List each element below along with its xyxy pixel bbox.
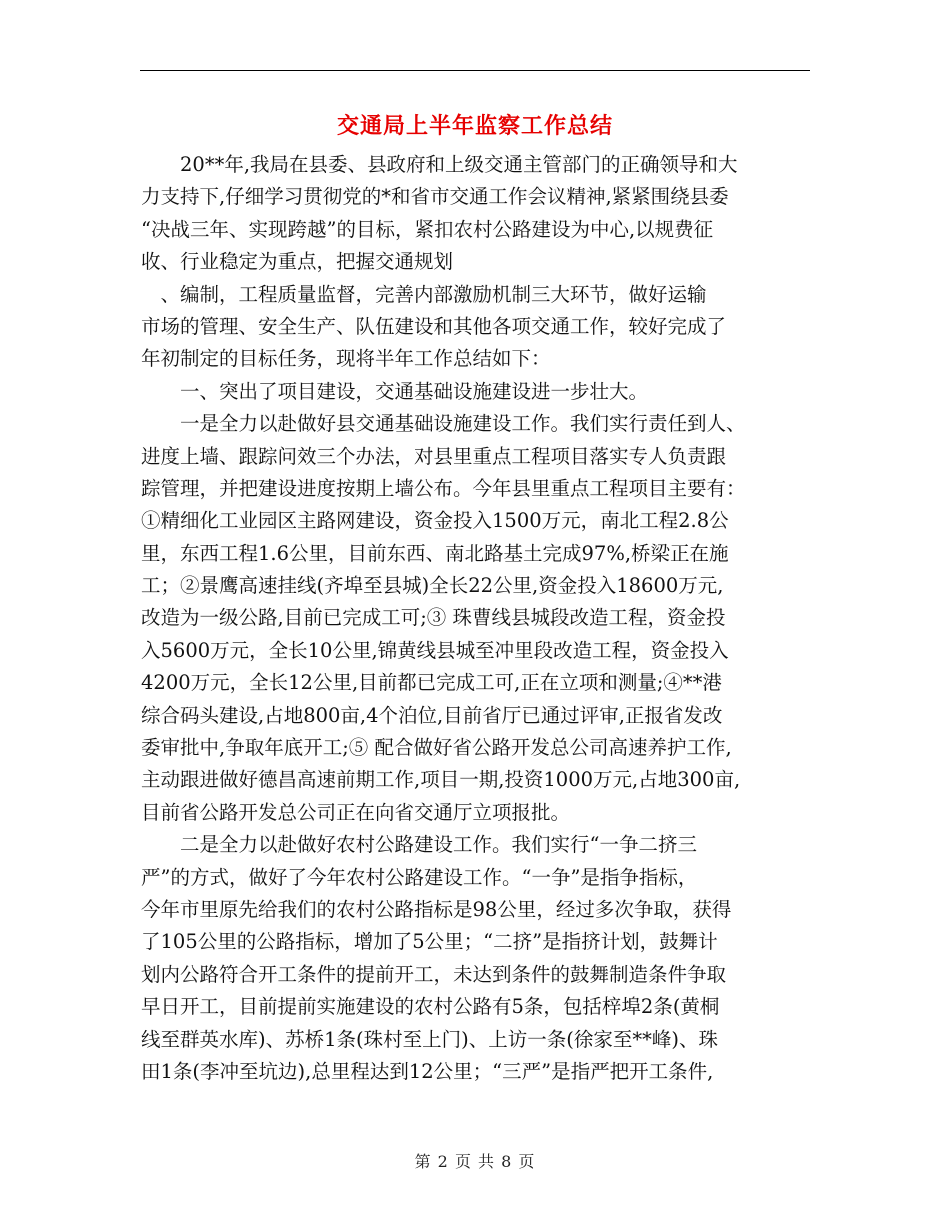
- text-line: 严”的方式，做好了今年农村公路建设工作。“一争”是指争指标，: [141, 865, 698, 889]
- text-line: 20**年,我局在县委、县政府和上级交通主管部门的正确领导和大: [141, 153, 738, 176]
- text-line: 踪管理，并把建设进度按期上墙公布。今年县里重点工程项目主要有：: [141, 476, 746, 500]
- text-line: 改造为一级公路,目前已完成工可;③ 珠曹线县城段改造工程，资金投: [141, 606, 726, 630]
- text-line: 委审批中,争取年底开工;⑤ 配合做好省公路开发总公司高速养护工作,: [141, 736, 732, 760]
- text-line: 田1条(李冲至坑边),总里程达到12公里；“三严”是指严把开工条件,: [141, 1059, 714, 1083]
- text-line: 收、行业稳定为重点，把握交通规划: [141, 250, 454, 274]
- text-line: 主动跟进做好德昌高速前期工作,项目一期,投资1000万元,占地300亩,: [141, 768, 741, 792]
- text-line: 市场的管理、安全生产、队伍建设和其他各项交通工作，较好完成了: [141, 314, 727, 338]
- text-line: ①精细化工业园区主路网建设，资金投入1500万元，南北工程2.8公: [141, 509, 729, 533]
- text-line: 今年市里原先给我们的农村公路指标是98公里，经过多次争取，获得: [141, 897, 732, 921]
- text-line: 二是全力以赴做好农村公路建设工作。我们实行“一争二挤三: [141, 833, 697, 857]
- text-line: 综合码头建设,占地800亩,4个泊位,目前省厅已通过评审,正报省发改: [141, 703, 723, 727]
- text-line: 目前省公路开发总公司正在向省交通厅立项报批。: [141, 800, 571, 824]
- text-line: “决战三年、实现跨越”的目标，紧扣农村公路建设为中心,以规费征: [141, 217, 714, 241]
- text-line: 了105公里的公路指标，增加了5公里；“二挤”是指挤计划，鼓舞计: [141, 930, 718, 954]
- text-line: 工；②景鹰高速挂线(齐埠至县城)全长22公里,资金投入18600万元,: [141, 574, 724, 598]
- document-body: [141, 149, 813, 1088]
- text-line: 进度上墙、跟踪问效三个办法，对县里重点工程项目落实专人负责跟: [141, 444, 727, 468]
- text-line: 一、突出了项目建设，交通基础设施建设进一步壮大。: [141, 379, 649, 403]
- page-footer: 第 2 页 共 8 页: [414, 1152, 536, 1171]
- text-line: 划内公路符合开工条件的提前开工，未达到条件的鼓舞制造条件争取: [141, 962, 727, 986]
- text-line: 、编制，工程质量监督，完善内部激励机制三大环节，做好运输: [141, 282, 707, 306]
- text-line: 年初制定的目标任务，现将半年工作总结如下：: [141, 347, 551, 371]
- text-line: 早日开工，目前提前实施建设的农村公路有5条，包括梓埠2条(黄桐: [141, 995, 720, 1019]
- header-rule: [140, 70, 810, 71]
- text-line: 力支持下,仔细学习贯彻党的*和省市交通工作会议精神,紧紧围绕县委: [141, 185, 729, 209]
- text-line: 里，东西工程1.6公里，目前东西、南北路基土完成97%,桥梁正在施: [141, 541, 729, 565]
- text-line: 线至群英水库)、苏桥1条(珠村至上门)、上访一条(徐家至**峰)、珠: [141, 1027, 718, 1051]
- document-title: 交通局上半年监察工作总结: [336, 113, 613, 139]
- text-line: 一是全力以赴做好县交通基础设施建设工作。我们实行责任到人、: [141, 412, 746, 436]
- text-line: 4200万元，全长12公里,目前都已完成工可,正在立项和测量;④**港: [141, 671, 722, 695]
- text-line: 入5600万元，全长10公里,锦黄线县城至冲里段改造工程，资金投入: [141, 638, 729, 662]
